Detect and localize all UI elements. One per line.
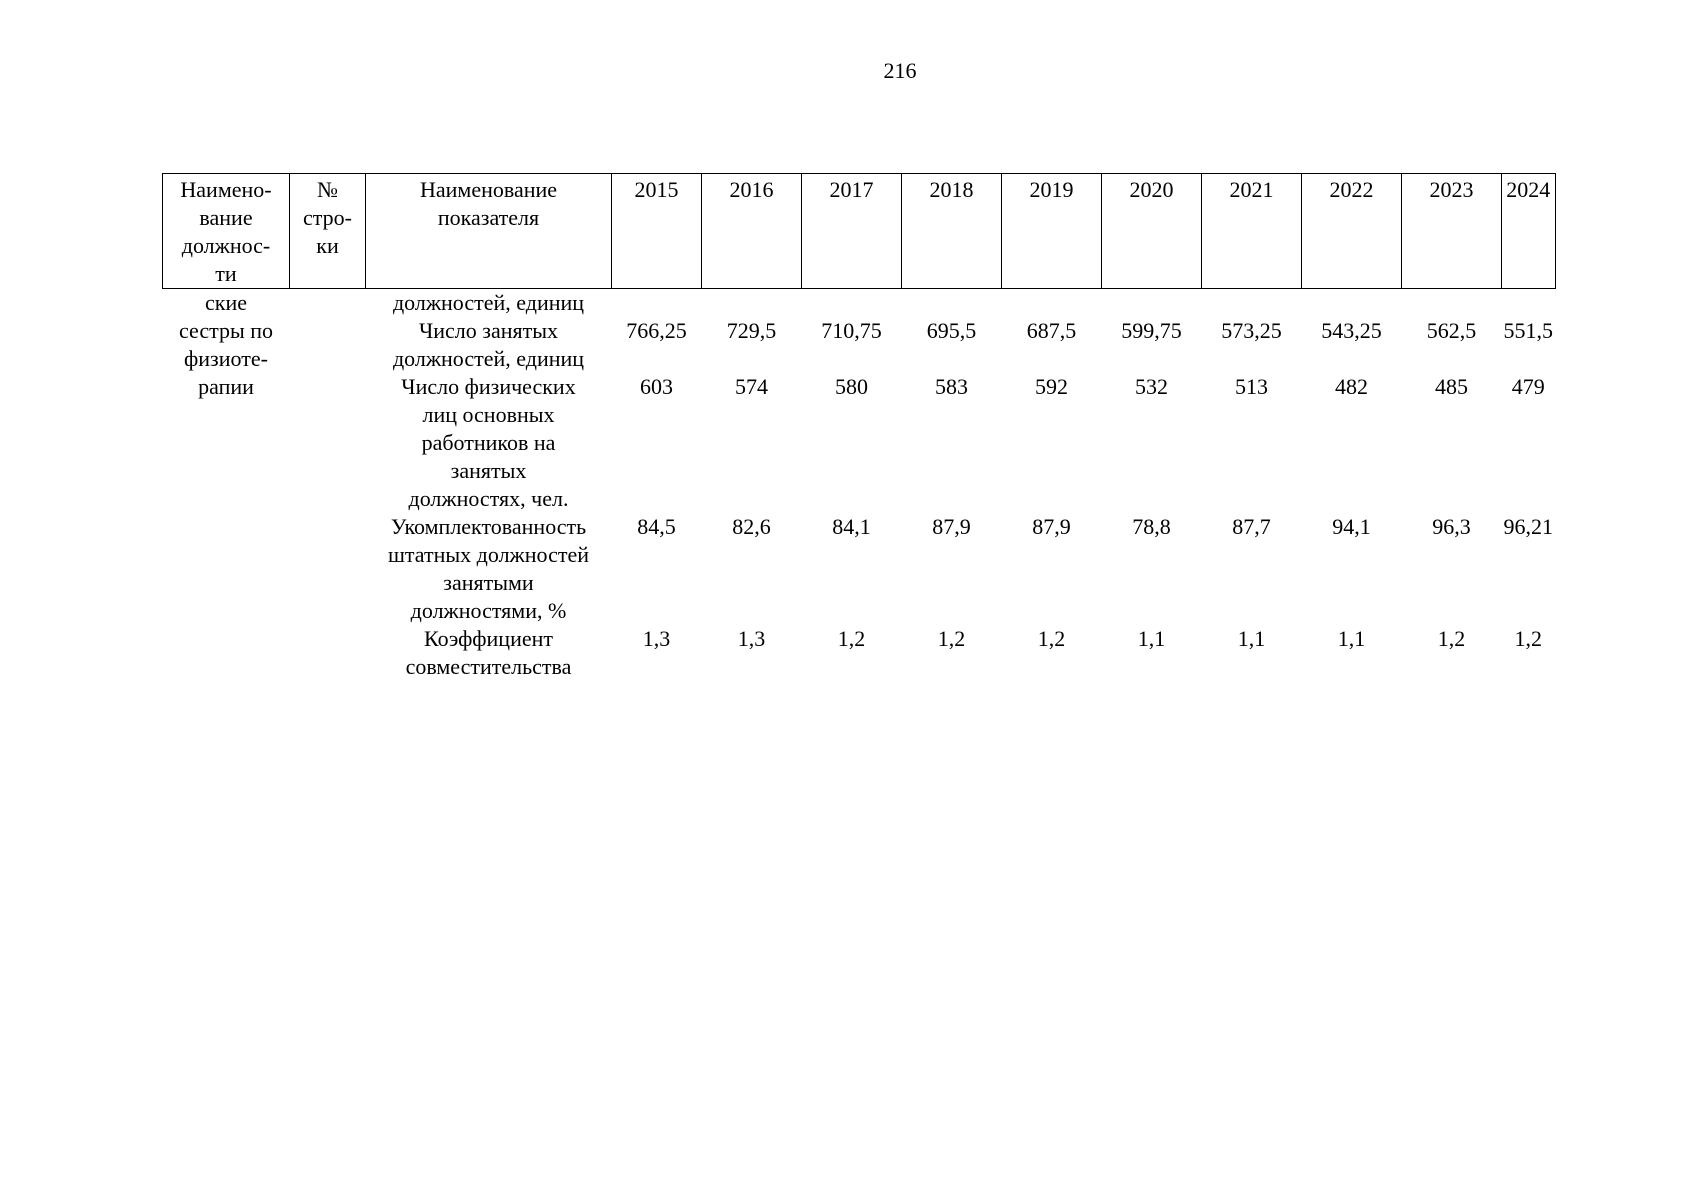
indicator-cell: должностей, единиц [392, 290, 585, 315]
value-cell: 766,25 [626, 318, 687, 343]
indicator-cell: Число физических лиц основных работников на занятых должностях, чел. [401, 374, 576, 511]
position-name-cell: ские сестры по физиоте- рапии [178, 290, 274, 399]
page-number: 216 [883, 58, 917, 83]
indicator-cell: Число занятых должностей, единиц [392, 318, 585, 371]
value-cell: 695,5 [926, 318, 977, 343]
header-year-2017: 2017 [802, 174, 902, 289]
value-cell: 87,7 [1232, 514, 1271, 539]
table-row [163, 317, 1556, 373]
table-header [163, 174, 1556, 289]
header-year-2021: 2021 [1202, 174, 1302, 289]
value-cell: 687,5 [1026, 318, 1077, 343]
row-number-cell [290, 289, 366, 682]
value-cell: 562,5 [1426, 318, 1477, 343]
table-row [163, 513, 1556, 625]
indicator-cell: Укомплектованность штатных должностей занятыми должностями, % [387, 514, 589, 623]
value-cell [1502, 289, 1556, 318]
value-cell: 574 [735, 374, 768, 399]
value-cell: 96,21 [1503, 514, 1553, 539]
value-cell: 485 [1435, 374, 1468, 399]
value-cell: 1,2 [1437, 626, 1466, 651]
value-cell: 580 [835, 374, 868, 399]
value-cell: 84,5 [637, 514, 676, 539]
value-cell: 94,1 [1332, 514, 1371, 539]
value-cell [612, 289, 702, 318]
value-cell: 1,1 [1137, 626, 1166, 651]
value-cell [702, 289, 802, 318]
header-year-2024: 2024 [1502, 174, 1556, 289]
table-body [163, 289, 1556, 682]
table-row [163, 373, 1556, 513]
value-cell [1202, 289, 1302, 318]
value-cell [902, 289, 1002, 318]
value-cell [1102, 289, 1202, 318]
header-year-2015: 2015 [612, 174, 702, 289]
header-year-2018: 2018 [902, 174, 1002, 289]
value-cell: 96,3 [1432, 514, 1471, 539]
header-position-name: Наимено- вание должнос- ти [163, 174, 290, 289]
value-cell: 1,3 [737, 626, 766, 651]
value-cell: 87,9 [932, 514, 971, 539]
indicator-cell: Коэффициент совместительства [405, 626, 572, 679]
header-row-number: № стро- ки [290, 174, 366, 289]
value-cell: 710,75 [821, 318, 882, 343]
value-cell: 78,8 [1132, 514, 1171, 539]
header-year-2019: 2019 [1002, 174, 1102, 289]
header-year-2022: 2022 [1302, 174, 1402, 289]
value-cell [1002, 289, 1102, 318]
value-cell: 551,5 [1503, 318, 1553, 343]
value-cell: 729,5 [726, 318, 777, 343]
value-cell: 1,2 [1037, 626, 1066, 651]
value-cell [1302, 289, 1402, 318]
table-row [163, 625, 1556, 681]
value-cell: 603 [640, 374, 673, 399]
value-cell: 84,1 [832, 514, 871, 539]
value-cell: 87,9 [1032, 514, 1071, 539]
value-cell [1402, 289, 1502, 318]
value-cell [802, 289, 902, 318]
value-cell: 82,6 [732, 514, 771, 539]
value-cell: 1,3 [642, 626, 671, 651]
value-cell: 599,75 [1121, 318, 1182, 343]
value-cell: 583 [935, 374, 968, 399]
value-cell: 1,2 [1514, 626, 1542, 651]
header-year-2020: 2020 [1102, 174, 1202, 289]
header-year-2023: 2023 [1402, 174, 1502, 289]
header-indicator-name: Наименование показателя [366, 174, 612, 289]
statistics-table [162, 173, 1556, 681]
value-cell: 1,2 [937, 626, 966, 651]
value-cell: 1,1 [1237, 626, 1266, 651]
value-cell: 479 [1511, 374, 1545, 399]
table-row [163, 289, 1556, 318]
value-cell: 1,2 [837, 626, 866, 651]
value-cell: 513 [1235, 374, 1268, 399]
value-cell: 543,25 [1321, 318, 1382, 343]
header-year-2016: 2016 [702, 174, 802, 289]
value-cell: 573,25 [1221, 318, 1282, 343]
value-cell: 532 [1135, 374, 1168, 399]
value-cell: 1,1 [1337, 626, 1366, 651]
value-cell: 482 [1335, 374, 1368, 399]
value-cell: 592 [1035, 374, 1068, 399]
